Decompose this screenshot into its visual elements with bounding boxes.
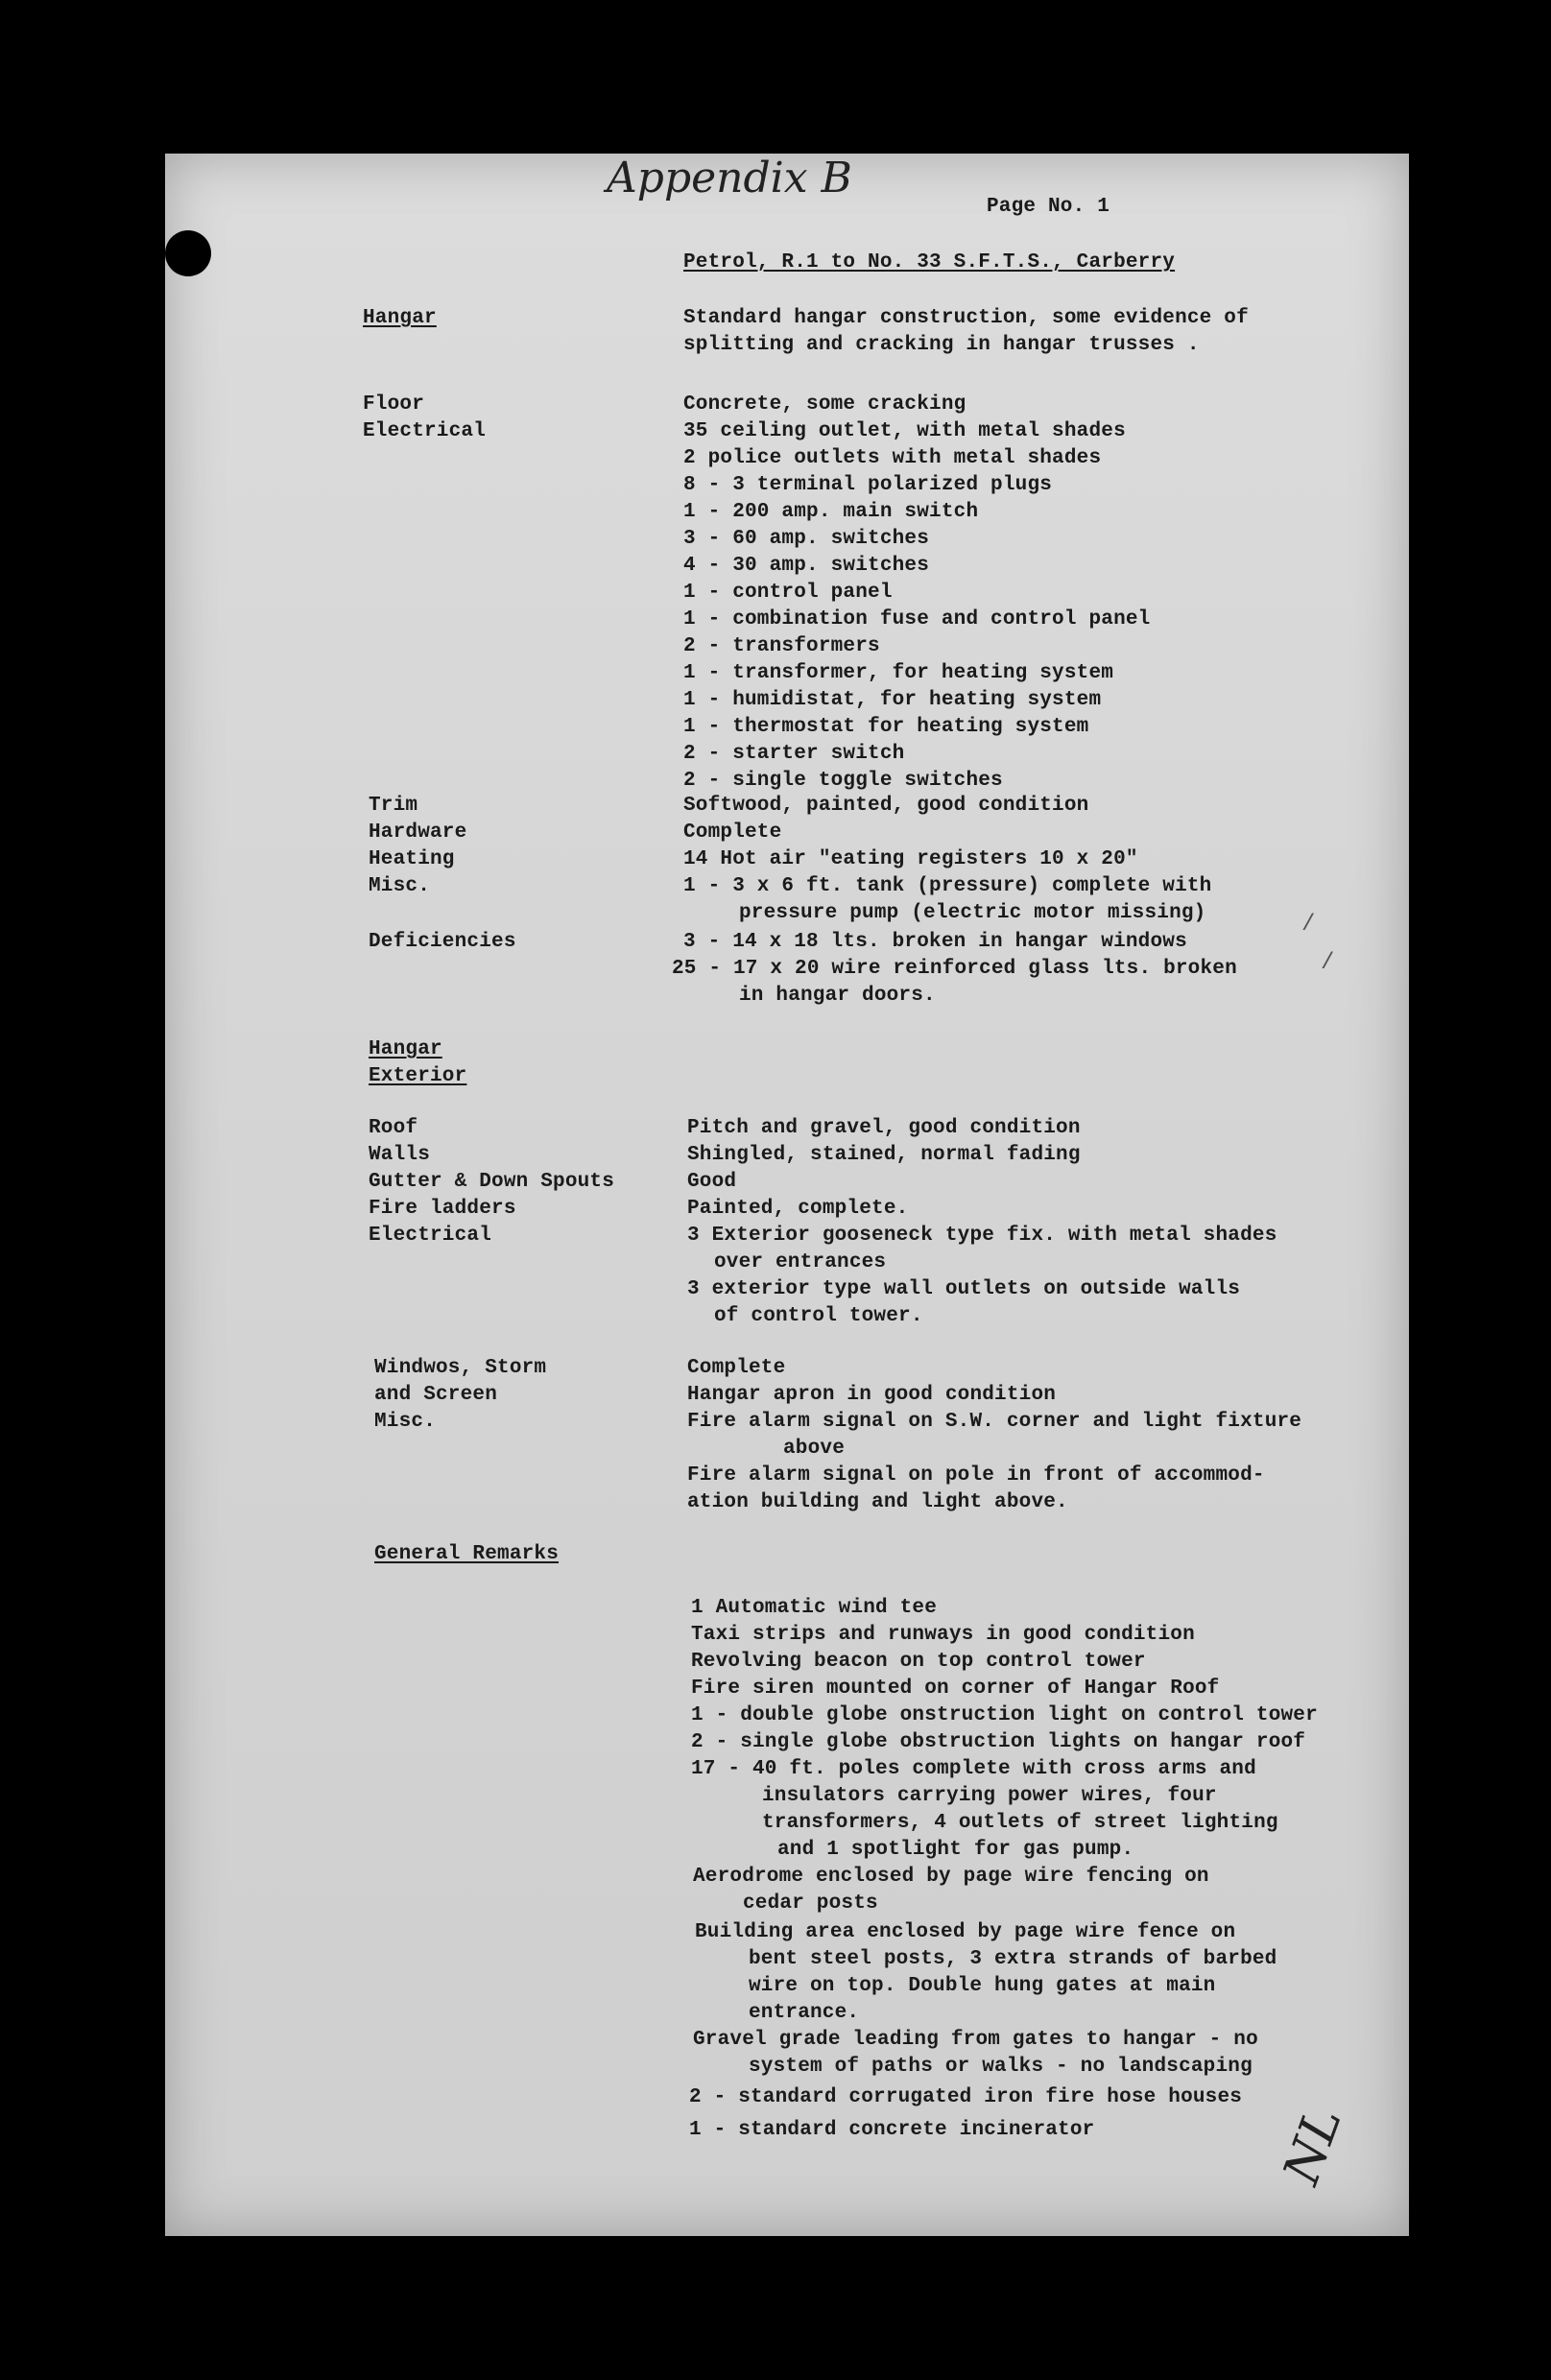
- hangar-description-2: splitting and cracking in hangar trusses .: [683, 334, 1200, 356]
- remark-item: and 1 spotlight for gas pump.: [777, 1839, 1134, 1861]
- electrical-item: 2 - single toggle switches: [683, 770, 1003, 792]
- electrical-item: 2 police outlets with metal shades: [683, 447, 1102, 469]
- walls-label: Walls: [369, 1144, 431, 1166]
- floor-value: Concrete, some cracking: [683, 393, 966, 416]
- floor-label: Floor: [363, 393, 425, 416]
- remark-item: 17 - 40 ft. poles complete with cross arms and: [691, 1758, 1256, 1780]
- heating-value: 14 Hot air "eating registers 10 x 20": [683, 848, 1138, 870]
- remark-item: Building area enclosed by page wire fence on: [695, 1921, 1236, 1943]
- walls-value: Shingled, stained, normal fading: [687, 1144, 1081, 1166]
- roof-value: Pitch and gravel, good condition: [687, 1117, 1081, 1139]
- remark-item: cedar posts: [743, 1892, 878, 1915]
- heating-label: Heating: [369, 848, 455, 870]
- remark-item: transformers, 4 outlets of street lighting: [762, 1812, 1278, 1834]
- fire-ladders-value: Painted, complete.: [687, 1198, 909, 1220]
- exterior-misc-label: Misc.: [374, 1411, 437, 1433]
- hardware-label: Hardware: [369, 821, 467, 844]
- exterior-electrical-2: over entrances: [714, 1251, 887, 1273]
- trim-label: Trim: [369, 795, 418, 817]
- fire-ladders-label: Fire ladders: [369, 1198, 516, 1220]
- remark-item: 1 - double globe onstruction light on control tower: [691, 1704, 1318, 1726]
- section-heading-hangar: Hangar: [363, 307, 437, 329]
- remark-item: insulators carrying power wires, four: [762, 1785, 1217, 1807]
- exterior-misc-1: Hangar apron in good condition: [687, 1384, 1057, 1406]
- gutter-label: Gutter & Down Spouts: [369, 1171, 615, 1193]
- remark-item: system of paths or walks - no landscaping: [749, 2056, 1253, 2078]
- remark-item: 1 - standard concrete incinerator: [689, 2119, 1095, 2141]
- electrical-item: 1 - control panel: [683, 582, 893, 604]
- electrical-item: 2 - transformers: [683, 635, 880, 657]
- electrical-item: 1 - thermostat for heating system: [683, 716, 1089, 738]
- windows-label-1: Windwos, Storm: [374, 1357, 547, 1379]
- electrical-item: 8 - 3 terminal polarized plugs: [683, 474, 1053, 496]
- page-number: Page No. 1: [987, 196, 1110, 218]
- deficiency-3: in hangar doors.: [739, 985, 936, 1007]
- electrical-item: 3 - 60 amp. switches: [683, 528, 930, 550]
- trim-value: Softwood, painted, good condition: [683, 795, 1089, 817]
- exterior-misc-4: Fire alarm signal on pole in front of accommod-: [687, 1464, 1265, 1487]
- handwritten-initials: NL: [1273, 2100, 1353, 2192]
- remark-item: Taxi strips and runways in good condition: [691, 1624, 1195, 1646]
- exterior-electrical-4: of control tower.: [714, 1305, 923, 1327]
- deficiency-2: 25 - 17 x 20 wire reinforced glass lts. broken: [672, 958, 1237, 980]
- electrical-item: 1 - 200 amp. main switch: [683, 501, 979, 523]
- misc-value-1: 1 - 3 x 6 ft. tank (pressure) complete with: [683, 875, 1212, 897]
- hangar-description-1: Standard hangar construction, some evidence of: [683, 307, 1249, 329]
- exterior-misc-3: above: [783, 1438, 846, 1460]
- windows-label-2: and Screen: [374, 1384, 498, 1406]
- electrical-item: 35 ceiling outlet, with metal shades: [683, 420, 1126, 442]
- punch-hole: [165, 230, 211, 276]
- remark-item: Aerodrome enclosed by page wire fencing on: [693, 1866, 1209, 1888]
- misc-value-2: pressure pump (electric motor missing): [739, 902, 1206, 924]
- hardware-value: Complete: [683, 821, 782, 844]
- electrical-item: 1 - combination fuse and control panel: [683, 608, 1151, 631]
- exterior-electrical-3: 3 exterior type wall outlets on outside walls: [687, 1278, 1241, 1300]
- electrical-item: 2 - starter switch: [683, 743, 905, 765]
- remark-item: 2 - standard corrugated iron fire hose houses: [689, 2086, 1243, 2108]
- section-heading-general-remarks: General Remarks: [374, 1543, 560, 1565]
- remark-item: Gravel grade leading from gates to hangar - no: [693, 2029, 1258, 2051]
- section-heading-exterior-1: Hangar: [369, 1038, 442, 1060]
- margin-tick-mark: /: [1321, 950, 1335, 976]
- misc-label: Misc.: [369, 875, 431, 897]
- remark-item: entrance.: [749, 2002, 860, 2024]
- roof-label: Roof: [369, 1117, 418, 1139]
- remark-item: 1 Automatic wind tee: [691, 1597, 938, 1619]
- electrical-item: 4 - 30 amp. switches: [683, 555, 930, 577]
- remark-item: wire on top. Double hung gates at main: [749, 1975, 1216, 1997]
- gutter-value: Good: [687, 1171, 737, 1193]
- exterior-electrical-label: Electrical: [369, 1225, 492, 1247]
- handwritten-title: Appendix B: [607, 154, 852, 202]
- remark-item: bent steel posts, 3 extra strands of barbed: [749, 1948, 1277, 1970]
- electrical-item: 1 - humidistat, for heating system: [683, 689, 1102, 711]
- remark-item: Fire siren mounted on corner of Hangar Roof: [691, 1678, 1220, 1700]
- remark-item: 2 - single globe obstruction lights on hangar roof: [691, 1731, 1306, 1753]
- electrical-item: 1 - transformer, for heating system: [683, 662, 1114, 684]
- exterior-misc-5: ation building and light above.: [687, 1491, 1068, 1513]
- electrical-label: Electrical: [363, 420, 487, 442]
- deficiency-1: 3 - 14 x 18 lts. broken in hangar windows: [683, 931, 1187, 953]
- document-subtitle: Petrol, R.1 to No. 33 S.F.T.S., Carberry: [683, 251, 1176, 274]
- exterior-misc-2: Fire alarm signal on S.W. corner and light fixture: [687, 1411, 1302, 1433]
- remark-item: Revolving beacon on top control tower: [691, 1651, 1146, 1673]
- deficiencies-label: Deficiencies: [369, 931, 516, 953]
- margin-tick-mark: /: [1301, 912, 1316, 938]
- exterior-electrical-1: 3 Exterior gooseneck type fix. with metal shades: [687, 1225, 1277, 1247]
- windows-value: Complete: [687, 1357, 786, 1379]
- section-heading-exterior-2: Exterior: [369, 1065, 467, 1087]
